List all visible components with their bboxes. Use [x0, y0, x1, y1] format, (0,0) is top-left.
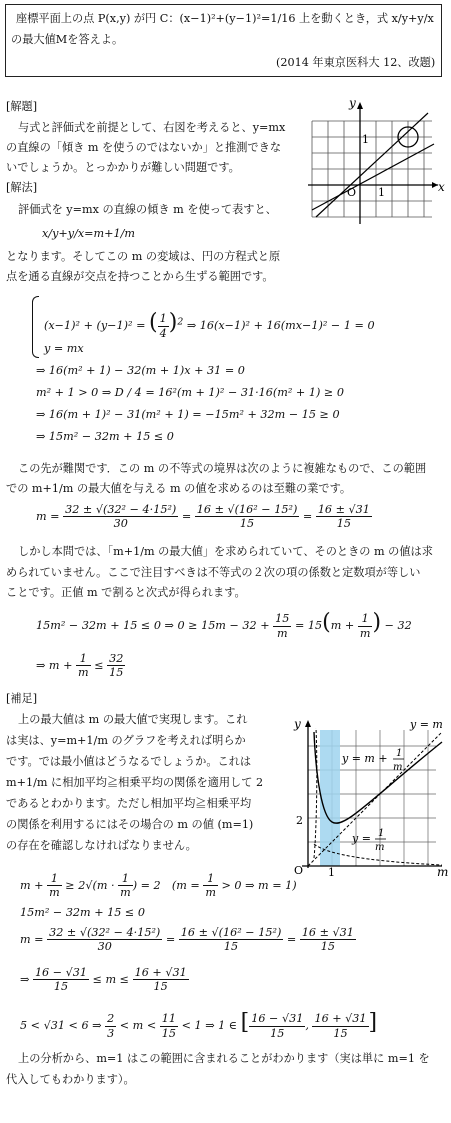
frac-den: 3 [107, 1026, 115, 1040]
m-label: m = [36, 509, 64, 523]
frac-den: 15 [109, 666, 124, 680]
frac-num: 16 − √31 [34, 966, 88, 979]
amgm-f-frac-3 [300, 926, 356, 954]
final-frac-2 [160, 1012, 178, 1040]
insight-eq-a: 15m² − 32m + 15 ≤ 0 ⇒ 0 ≥ 15m − 32 + $\frac{15}{m}$ = 15(m + $\frac{1}{m}$ ) − 32 [36, 610, 412, 640]
amgm-end: ) = 2 (m = [132, 878, 204, 892]
system-eq1: (x−1)² + (y−1)² = ( $\frac{1}{4}$ )$^2$ ⇒ 16(x−1)² + 16(mx−1)² − 1 = 0 [44, 310, 375, 340]
frac-den: 30 [113, 517, 128, 531]
frac-num: 1 [118, 872, 133, 886]
graph-m-plus-inverse [292, 718, 448, 876]
m-range-band [320, 730, 340, 866]
insight-eq-b [36, 652, 125, 680]
hosoku-line-6: の関係を利用するにはその場合の m の値 (m=1) [6, 818, 254, 831]
frac-den: 15 [239, 517, 255, 531]
frac-num: 2 [107, 1012, 115, 1026]
frac-den: 4 [159, 326, 167, 340]
eq-a-frac [273, 612, 291, 640]
m-label: m = [20, 932, 48, 946]
y-axis-arrow [357, 102, 363, 109]
graph2-label-hyper-num: 1 [378, 828, 385, 839]
system-step-3: ⇒ 16(m + 1)² − 31(m² + 1) = −15m² + 32m − 15 ≥ 0 [36, 408, 340, 421]
kaidai-heading: [解題] [6, 100, 38, 113]
frac-num: 16 + √31 [314, 1012, 367, 1026]
graph2-label-curve-den: m [393, 762, 403, 773]
frac-num: 1 [76, 652, 91, 666]
frac-num: 15 [275, 612, 290, 626]
eq-b-pre: ⇒ m + [36, 658, 77, 672]
frac-den: 15 [270, 1026, 285, 1040]
amgm-pre: m + [20, 878, 48, 892]
amgm-frac-2 [118, 872, 133, 900]
system-eq2: y = mx [44, 342, 84, 355]
hosoku-line-7: の存在を確認しなければなりません。 [6, 839, 197, 852]
graph2-x-label: m [437, 865, 448, 876]
frac-num: 16 ± √(16² − 15²) [180, 926, 282, 939]
graph1-y-label: y [349, 96, 356, 110]
eq-b-frac-2 [107, 652, 125, 680]
kaidai-line-1: 与式と評価式を前提として、右図を考えると、y=mx [18, 121, 286, 134]
insight-line-1: しかし本問では、「m+1/m の最大値」を求められていて、そのときの m の値は求 [18, 545, 433, 558]
insight-line-3: ことです。正値 m で割ると次式が得られます。 [6, 586, 246, 599]
difficulty-formula: m = $\frac{\text{32 ± √(32² − 4·15²)}}{30}$ = $\frac{\text{16 ± √(16² − 15²)}}{15}$ = $\frac{16 \pm √31}{15}$ [36, 503, 370, 531]
eq-a-par-pre: m + [330, 619, 358, 632]
hosoku-line-1: 上の最大値は m の最大値で実現します。これ [18, 713, 248, 726]
frac-num: 16 ± √31 [301, 926, 354, 939]
eq-a-par-frac [358, 612, 373, 640]
grid [312, 121, 432, 217]
final-mid2: < 1 ⇒ 1 ∈ [178, 1019, 241, 1032]
frac-den: m [205, 886, 216, 900]
amgm-f-frac-1 [47, 926, 162, 954]
graph2-tick-2: 2 [296, 814, 303, 827]
frac-den: 15 [53, 980, 69, 994]
frac-den: m [49, 886, 60, 900]
amgm-f-frac-2 [179, 926, 284, 954]
problem-line-1: 座標平面上の点 P(x,y) が円 C：(x−1)²+(y−1)²=1/16 上を動くとき，式 x/y+y/x [16, 12, 434, 25]
hosoku-line-3: です。では最小値はどうなるでしょうか。これは [6, 755, 252, 768]
frac-num: 32 [109, 652, 124, 665]
frac-den: 15 [153, 980, 168, 994]
difficulty-line-2: での m+1/m の最大値を与える m の値を求めるのは至難の業です。 [6, 482, 352, 495]
hosoku-line-2: は実は、y=m+1/m のグラフを考えれば明らか [6, 734, 246, 747]
kaidai-line-3: いでしょうか。とっかかりが難しい問題です。 [6, 161, 240, 174]
frac-den: 15 [223, 940, 239, 954]
graph2-origin: O [294, 864, 304, 876]
final-frac-1 [105, 1012, 116, 1040]
eq-a-end: − 32 [381, 619, 412, 632]
frac-num: 16 ± √(16² − 15²) [196, 503, 298, 516]
graph1-tick-x1: 1 [378, 186, 385, 199]
frac-den: 15 [161, 1026, 177, 1040]
amgm-final: 5 < √31 < 6 ⇒ $\frac{2}{3}$ < m < $\frac{11}{15}$ < 1 ⇒ 1 ∈ [ $\frac{16 - √31}{15}$ , $\frac{16 + √31}{15}$ ] [20, 1010, 378, 1040]
frac-den: m [276, 626, 288, 640]
range-right-frac [133, 966, 189, 994]
amgm-frac-1 [47, 872, 62, 900]
eq-b-mid: ≤ [90, 658, 108, 672]
frac-num: 16 + √31 [134, 966, 187, 979]
final-int-right [312, 1012, 368, 1040]
amgm-range [20, 966, 189, 994]
graph2-label-y-eq-m: y = m [410, 718, 443, 731]
frac-num: 16 ± √31 [317, 503, 370, 516]
hosoku-line-4: m+1/m に相加平均≧相乗平均の関係を適用して 2 [6, 776, 264, 789]
amgm-eq [20, 872, 297, 900]
range-pre: ⇒ [20, 972, 33, 986]
system-brace [32, 296, 39, 358]
formula-frac-2 [195, 503, 300, 531]
graph2-y-label: y [294, 718, 301, 731]
graph2-label-curve: y = m + [342, 752, 388, 765]
conclusion-line-2: 代入してもわかります）。 [6, 1073, 135, 1086]
final-mid: < m < [116, 1019, 160, 1032]
graph1-x-label: x [438, 180, 445, 194]
conclusion-line-1: 上の分析から、m=1 はこの範囲に含まれることがわかります（実は単に m=1 を [18, 1052, 430, 1065]
final-pre: 5 < √31 < 6 ⇒ [20, 1019, 106, 1032]
amgm-frac-3 [203, 872, 218, 900]
kaihou-line-2: となります。そしてこの m の変域は、円の方程式と原 [6, 250, 281, 263]
graph1-tick-y1: 1 [362, 133, 369, 146]
graph1-origin: O [347, 186, 357, 199]
amgm-tail: > 0 ⇒ m = 1) [217, 878, 297, 892]
graph2-label-hyper: y = [352, 832, 371, 845]
eq-b-frac-1 [76, 652, 91, 680]
frac-num: 1 [358, 612, 373, 626]
frac-num: 16 − √31 [251, 1012, 304, 1026]
frac-den: m [120, 886, 131, 900]
frac-den: 15 [333, 1026, 348, 1040]
kaihou-eq: x/y+y/x=m+1/m [42, 227, 136, 240]
difficulty-line-1: この先が難関です．この m の不等式の境界は次のように複雑なもので、この範囲 [18, 462, 427, 475]
frac-den: m [359, 626, 371, 640]
final-int-left [249, 1012, 305, 1040]
frac-num: 1 [47, 872, 62, 886]
eq-a-mid: = 15 [291, 619, 323, 632]
frac-num: 1 [203, 872, 218, 886]
frac-den: 30 [97, 940, 112, 954]
frac-num: 32 ± √(32² − 4·15²) [65, 503, 177, 516]
frac-num: 11 [161, 1012, 177, 1026]
kaihou-line-3: 点を通る直線が交点を持つことから生ずる範囲です。 [6, 270, 274, 283]
amgm-formula: m = $\frac{\text{32 ± √(32² − 4·15²)}}{30}$ = $\frac{\text{16 ± √(16² − 15²)}}{15}$ = $\frac{16 \pm √31}{15}$ [20, 926, 354, 954]
frac-den: 15 [320, 940, 335, 954]
kaihou-line-1: 評価式を y=mx の直線の傾き m を使って表すと、 [18, 203, 277, 216]
frac-num: 1 [159, 312, 167, 326]
system-eq1-rhs: ⇒ 16(x−1)² + 16(mx−1)² − 1 = 0 [186, 319, 375, 332]
range-left-frac [33, 966, 89, 994]
hosoku-line-5: であるとわかります。ただし相加平均≧相乗平均 [6, 797, 252, 810]
graph2-label-hyper-den: m [375, 842, 385, 853]
problem-line-2: の最大値Mを答えよ。 [11, 33, 124, 46]
frac-den: 15 [336, 517, 351, 531]
problem-source: (2014 年東京医科大 12、改題) [276, 56, 436, 69]
system-eq1-frac [158, 312, 169, 340]
insight-line-2: められていません。ここで注目すべきは不等式の２次の項の係数と定数項が等しい [6, 566, 421, 579]
graph-circle-lines [296, 96, 446, 228]
frac-den: m [78, 666, 89, 680]
formula-frac-1 [63, 503, 178, 531]
eq-a-text: 15m² − 32m + 15 ≤ 0 ⇒ 0 ≥ 15m − 32 + [36, 619, 274, 632]
amgm-ineq: 15m² − 32m + 15 ≤ 0 [20, 906, 145, 919]
formula-frac-3 [316, 503, 372, 531]
frac-num: 32 ± √(32² − 4·15²) [49, 926, 161, 939]
system-step-4: ⇒ 15m² − 32m + 15 ≤ 0 [36, 430, 174, 443]
amgm-mid: ≥ 2√(m · [61, 878, 119, 892]
hosoku-heading: [補足] [6, 692, 38, 705]
system-eq1-lhs: (x−1)² + (y−1)² = [44, 319, 150, 332]
kaihou-heading: [解法] [6, 181, 38, 194]
graph2-label-curve-num: 1 [396, 748, 403, 759]
system-step-1: ⇒ 16(m² + 1) − 32(m + 1)x + 31 = 0 [36, 364, 245, 377]
kaidai-line-2: の直線の「傾き m を使うのではないか」と推測できな [6, 141, 282, 154]
system-step-2: m² + 1 > 0 ⇒ D / 4 = 16²(m + 1)² − 31·16(m² + 1) ≥ 0 [36, 386, 344, 399]
range-mid: ≤ m ≤ [89, 972, 133, 986]
graph2-tick-1: 1 [328, 866, 335, 876]
tangent-line-shallow [312, 144, 434, 210]
y-axis-arrow [305, 720, 311, 727]
